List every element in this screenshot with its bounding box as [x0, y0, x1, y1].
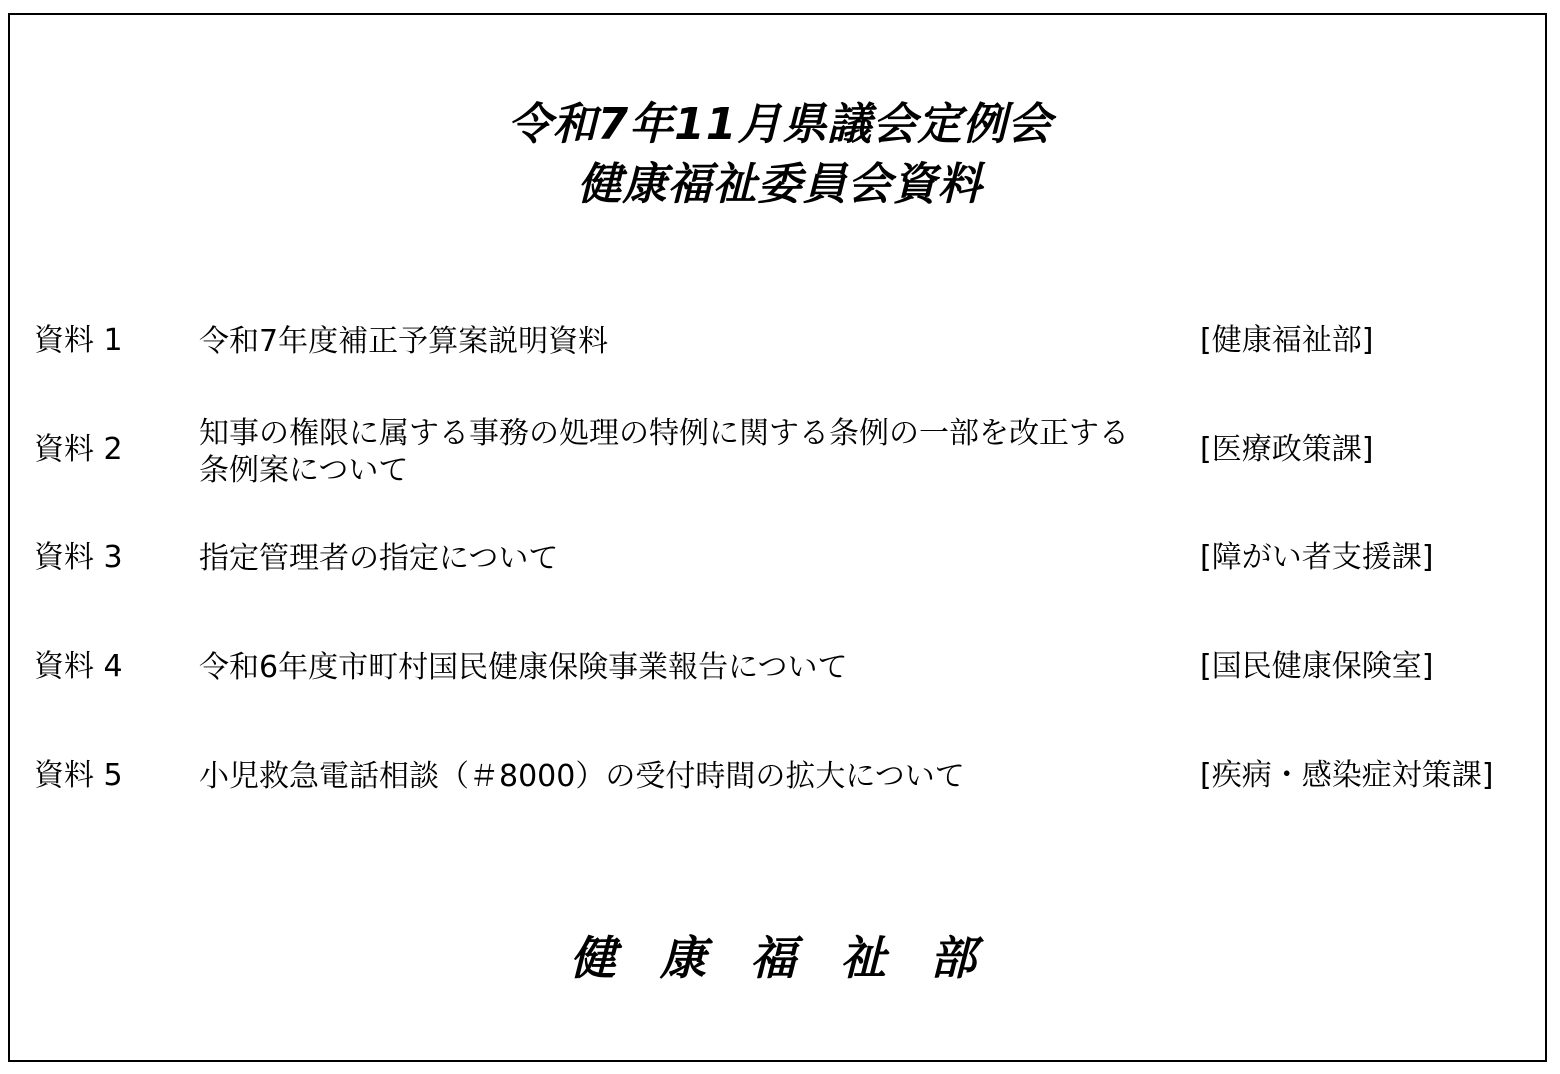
- item-department: [健康福祉部]: [1200, 323, 1374, 358]
- item-description: 指定管理者の指定について: [199, 541, 559, 576]
- item-label: 資料 1: [34, 323, 123, 358]
- page-title-line2: 健康福祉委員会資料: [577, 159, 983, 210]
- item-label: 資料 4: [34, 649, 123, 684]
- item-label: 資料 5: [34, 758, 123, 793]
- department-footer: 健 康 福 祉 部: [569, 931, 991, 985]
- item-label: 資料 2: [34, 432, 123, 467]
- item-department: [医療政策課]: [1200, 432, 1374, 467]
- page-title-line1: 令和7年11月県議会定例会: [507, 99, 1053, 150]
- item-department: [国民健康保険室]: [1200, 649, 1434, 684]
- item-description: 小児救急電話相談（＃8000）の受付時間の拡大について: [199, 759, 965, 794]
- item-label: 資料 3: [34, 540, 123, 575]
- item-department: [障がい者支援課]: [1200, 540, 1434, 575]
- item-description: 令和6年度市町村国民健康保険事業報告について: [199, 650, 848, 685]
- item-department: [疾病・感染症対策課]: [1200, 758, 1494, 793]
- item-description: 令和7年度補正予算案説明資料: [199, 324, 609, 359]
- item-description: 知事の権限に属する事務の処理の特例に関する条例の一部を改正する条例案について: [199, 416, 1129, 488]
